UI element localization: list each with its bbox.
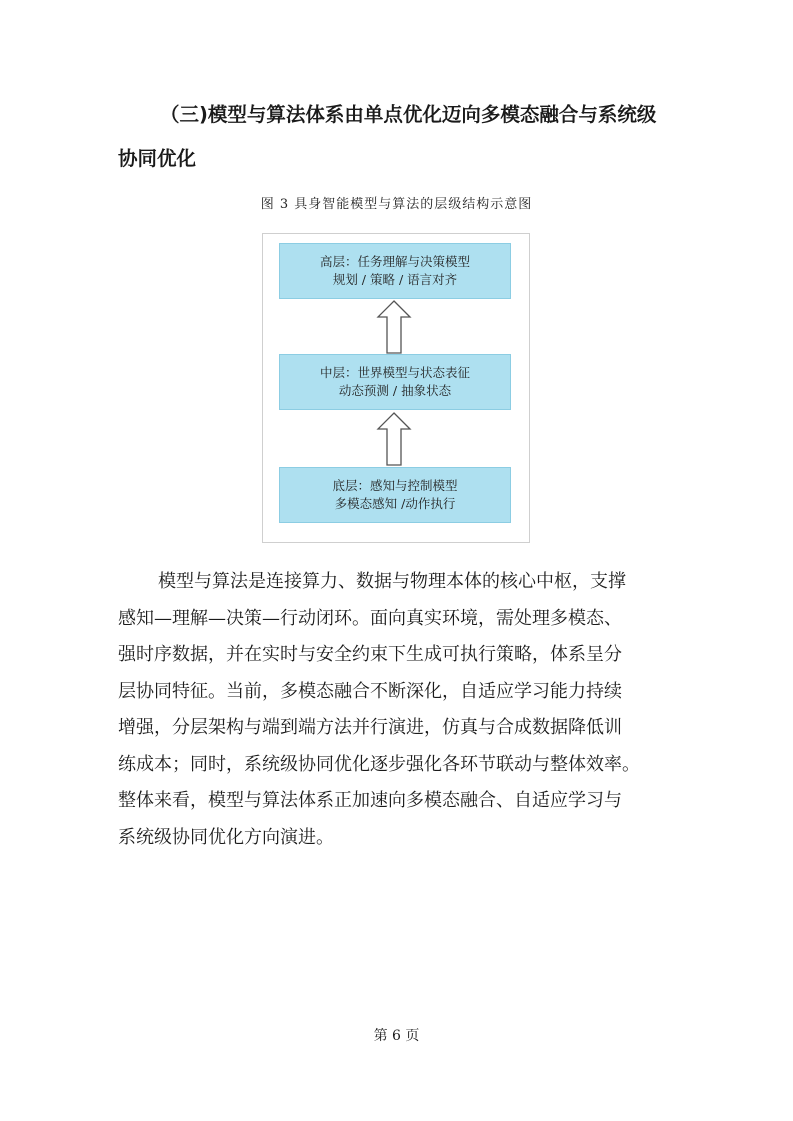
layer-low-title: 底层：感知与控制模型: [332, 478, 458, 493]
body-paragraph: [118, 564, 678, 856]
figure-caption: 图 3 具身智能模型与算法的层级结构示意图: [260, 197, 533, 212]
body-line: 模型与算法是连接算力、数据与物理本体的核心中枢，支撑: [158, 571, 626, 592]
section-heading-line-2: 协同优化: [118, 147, 197, 170]
layer-middle-subtitle: 动态预测 / 抽象状态: [338, 383, 452, 398]
layer-middle-title: 中层：世界模型与状态表征: [319, 365, 470, 380]
layer-box-high: [279, 243, 511, 299]
body-line: 整体来看，模型与算法体系正加速向多模态融合、自适应学习与: [118, 790, 622, 811]
body-line: 强时序数据，并在实时与安全约束下生成可执行策略，体系呈分: [118, 644, 622, 665]
hierarchy-diagram: [262, 233, 530, 543]
layer-high-subtitle: 规划 / 策略 / 语言对齐: [332, 272, 458, 287]
body-line: 练成本；同时，系统级协同优化逐步强化各环节联动与整体效率。: [118, 753, 640, 775]
body-line: 系统级协同优化方向演进。: [118, 826, 334, 848]
body-line: 增强，分层架构与端到端方法并行演进，仿真与合成数据降低训: [118, 717, 622, 738]
up-arrow-icon: [376, 300, 412, 354]
body-line: 层协同特征。当前，多模态融合不断深化，自适应学习能力持续: [118, 680, 622, 702]
section-heading-line-1: （三)模型与算法体系由单点优化迈向多模态融合与系统级: [160, 103, 657, 126]
layer-low-subtitle: 多模态感知 /动作执行: [334, 496, 456, 511]
page-number: 第 6 页: [373, 1028, 420, 1044]
up-arrow-icon: [376, 412, 412, 466]
body-line: 感知—理解—决策—行动闭环。面向真实环境，需处理多模态、: [118, 607, 622, 629]
layer-high-title: 高层：任务理解与决策模型: [319, 254, 470, 269]
layer-box-middle: [279, 354, 511, 410]
layer-box-low: [279, 467, 511, 523]
